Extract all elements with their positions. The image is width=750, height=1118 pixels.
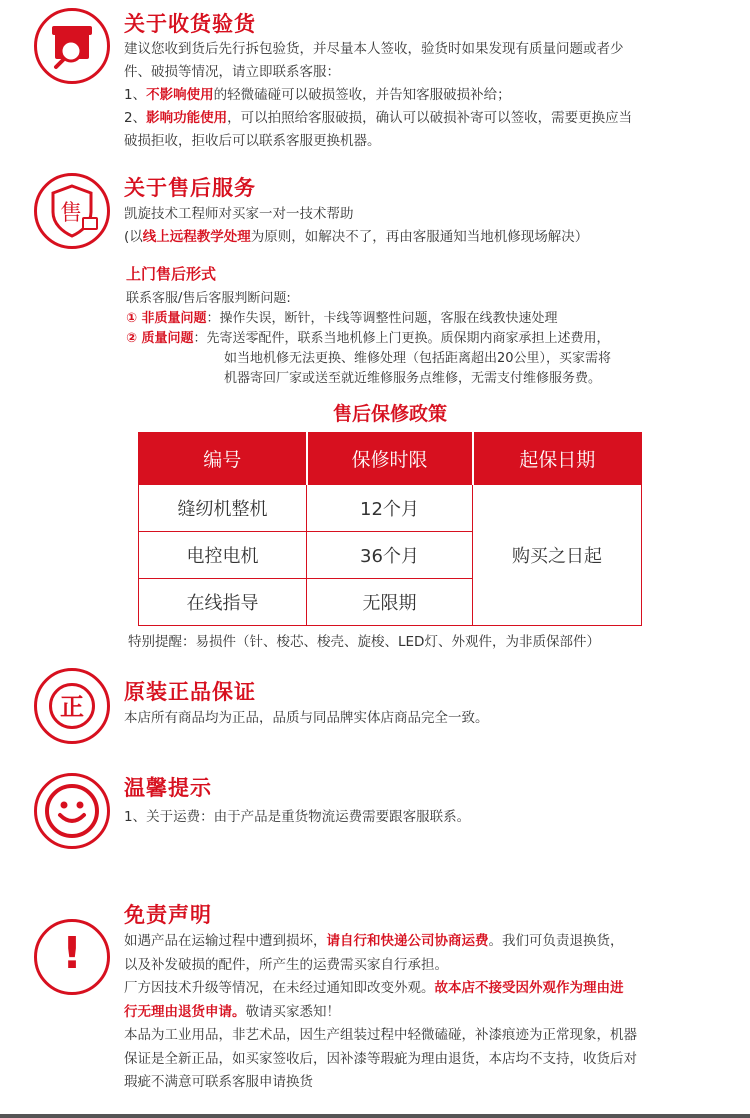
aftersales-body (124, 203, 724, 249)
text-part: (以 (124, 229, 143, 245)
disclaimer-line (124, 977, 724, 1001)
item-prefix: 2、 (124, 110, 147, 126)
text-highlight: 故本店不接受因外观作为理由进 (434, 980, 624, 996)
table-cell-period: 12个月 (307, 485, 473, 532)
shield-char: 售 (59, 201, 83, 226)
warranty-table (138, 432, 642, 626)
receipt-line: 件、破损等情况，请立即联系客服： (124, 64, 340, 80)
warranty-policy-title: 售后保修政策 (332, 403, 447, 425)
item-rest: ，可以拍照给客服破损，确认可以破损补寄可以签收，需要更换应当 (227, 110, 633, 126)
table-row (139, 485, 642, 532)
receipt-body (124, 38, 724, 153)
text-part: 敬请买家悉知！ (245, 1003, 340, 1020)
table-header-row (139, 433, 642, 485)
receipt-inspect-icon (34, 8, 110, 84)
quality-line-cont: 机器寄回厂家或送至就近维修服务点维修，无需支付维修服务费。 (224, 371, 602, 386)
disclaimer-line: 瑕疵不满意可联系客服申请换货 (124, 1074, 313, 1090)
receipt-item-2-cont: 破损拒收，拒收后可以联系客服更换机器。 (124, 133, 381, 149)
table-cell-item: 电控电机 (139, 532, 307, 579)
genuine-icon (34, 668, 110, 744)
table-cell-item: 在线指导 (139, 579, 307, 626)
disclaimer-line: 以及补发破损的配件，所产生的运费需买家自行承担。 (124, 956, 448, 973)
tips-text: 1、关于运费：由于产品是重货物流运费需要跟客服联系。 (124, 809, 471, 825)
genuine-text: 本店所有商品均为正品，品质与同品牌实体店商品完全一致。 (124, 710, 489, 726)
quality-line-cont: 如当地机修无法更换、维修处理（包括距离超出20公里），买家需将 (224, 351, 612, 366)
table-cell-period: 无限期 (307, 579, 473, 626)
receipt-line: 建议您收到货后先行拆包验货，并尽量本人签收，验货时如果发现有质量问题或者少 (124, 41, 624, 57)
genuine-char: 正 (60, 693, 84, 721)
text-highlight: 行无理由退货申请。 (124, 1003, 246, 1020)
text-highlight: 请自行和快递公司协商运费 (326, 933, 489, 949)
text-part: 。我们可负责退换货， (488, 933, 624, 949)
table-cell-start-date: 购买之日起 (473, 485, 642, 626)
table-cell-period: 36个月 (307, 532, 473, 579)
item-highlight: 不影响使用 (146, 87, 214, 103)
text-part: 如遇产品在运输过程中遭到损坏， (124, 933, 327, 949)
section-title-genuine: 原装正品保证 (124, 680, 256, 704)
item-prefix: 1、 (124, 87, 147, 103)
non-quality-text: ：操作失误，断针，卡线等调整性问题，客服在线教快速处理 (206, 311, 558, 326)
aftersales-line (124, 226, 724, 249)
disclaimer-line: 本品为工业用品，非艺术品，因生产组装过程中轻微磕碰，补漆痕迹为正常现象，机器 (124, 1027, 637, 1043)
text-part: 厂方因技术升级等情况，在未经过通知即改变外观。 (124, 980, 435, 996)
disclaimer-line (124, 1001, 724, 1025)
quality-text: ：先寄送零配件，联系当地机修上门更换。质保期内商家承担上述费用， (193, 331, 610, 346)
table-cell-item: 缝纫机整机 (139, 485, 307, 532)
judge-line: 联系客服/售后客服判断问题: (126, 291, 291, 306)
warranty-note: 特别提醒：易损件（针、梭芯、梭壳、旋梭、LED灯、外观件，为非质保部件） (128, 634, 600, 650)
section-title-aftersales: 关于售后服务 (124, 176, 256, 200)
section-title-disclaimer: 免责声明 (124, 903, 212, 927)
quality-label: ② 质量问题 (126, 331, 194, 346)
text-part: 为原则，如解决不了，再由客服通知当地机修现场解决） (250, 229, 589, 245)
disclaimer-body (124, 930, 724, 1095)
quality-line (126, 329, 726, 349)
aftersales-line: 凯旋技术工程师对买家一对一技术帮助 (124, 206, 354, 222)
exclamation-icon (34, 919, 110, 995)
disclaimer-line (124, 930, 724, 954)
aftersales-shield-icon (34, 173, 110, 249)
non-quality-label: ① 非质量问题 (126, 311, 207, 326)
bottom-divider (0, 1114, 750, 1118)
smile-icon (34, 773, 110, 849)
non-quality-line (126, 309, 726, 329)
exclamation-char: ! (61, 928, 83, 979)
receipt-item-1 (124, 84, 724, 107)
onsite-service-body (126, 289, 726, 389)
section-title-receipt: 关于收货验货 (124, 12, 256, 36)
table-header: 编号 (139, 433, 307, 485)
onsite-service-subtitle: 上门售后形式 (126, 265, 217, 283)
section-title-tips: 温馨提示 (124, 776, 212, 800)
table-header: 起保日期 (473, 433, 642, 485)
text-highlight: 线上远程教学处理 (142, 229, 251, 245)
table-header: 保修时限 (307, 433, 473, 485)
item-highlight: 影响功能使用 (146, 110, 228, 126)
item-rest: 的轻微磕碰可以破损签收，并告知客服破损补给； (213, 87, 511, 103)
receipt-item-2 (124, 107, 724, 130)
disclaimer-line: 保证是全新正品，如买家签收后，因补漆等瑕疵为理由退货，本店均不支持，收货后对 (124, 1050, 637, 1067)
